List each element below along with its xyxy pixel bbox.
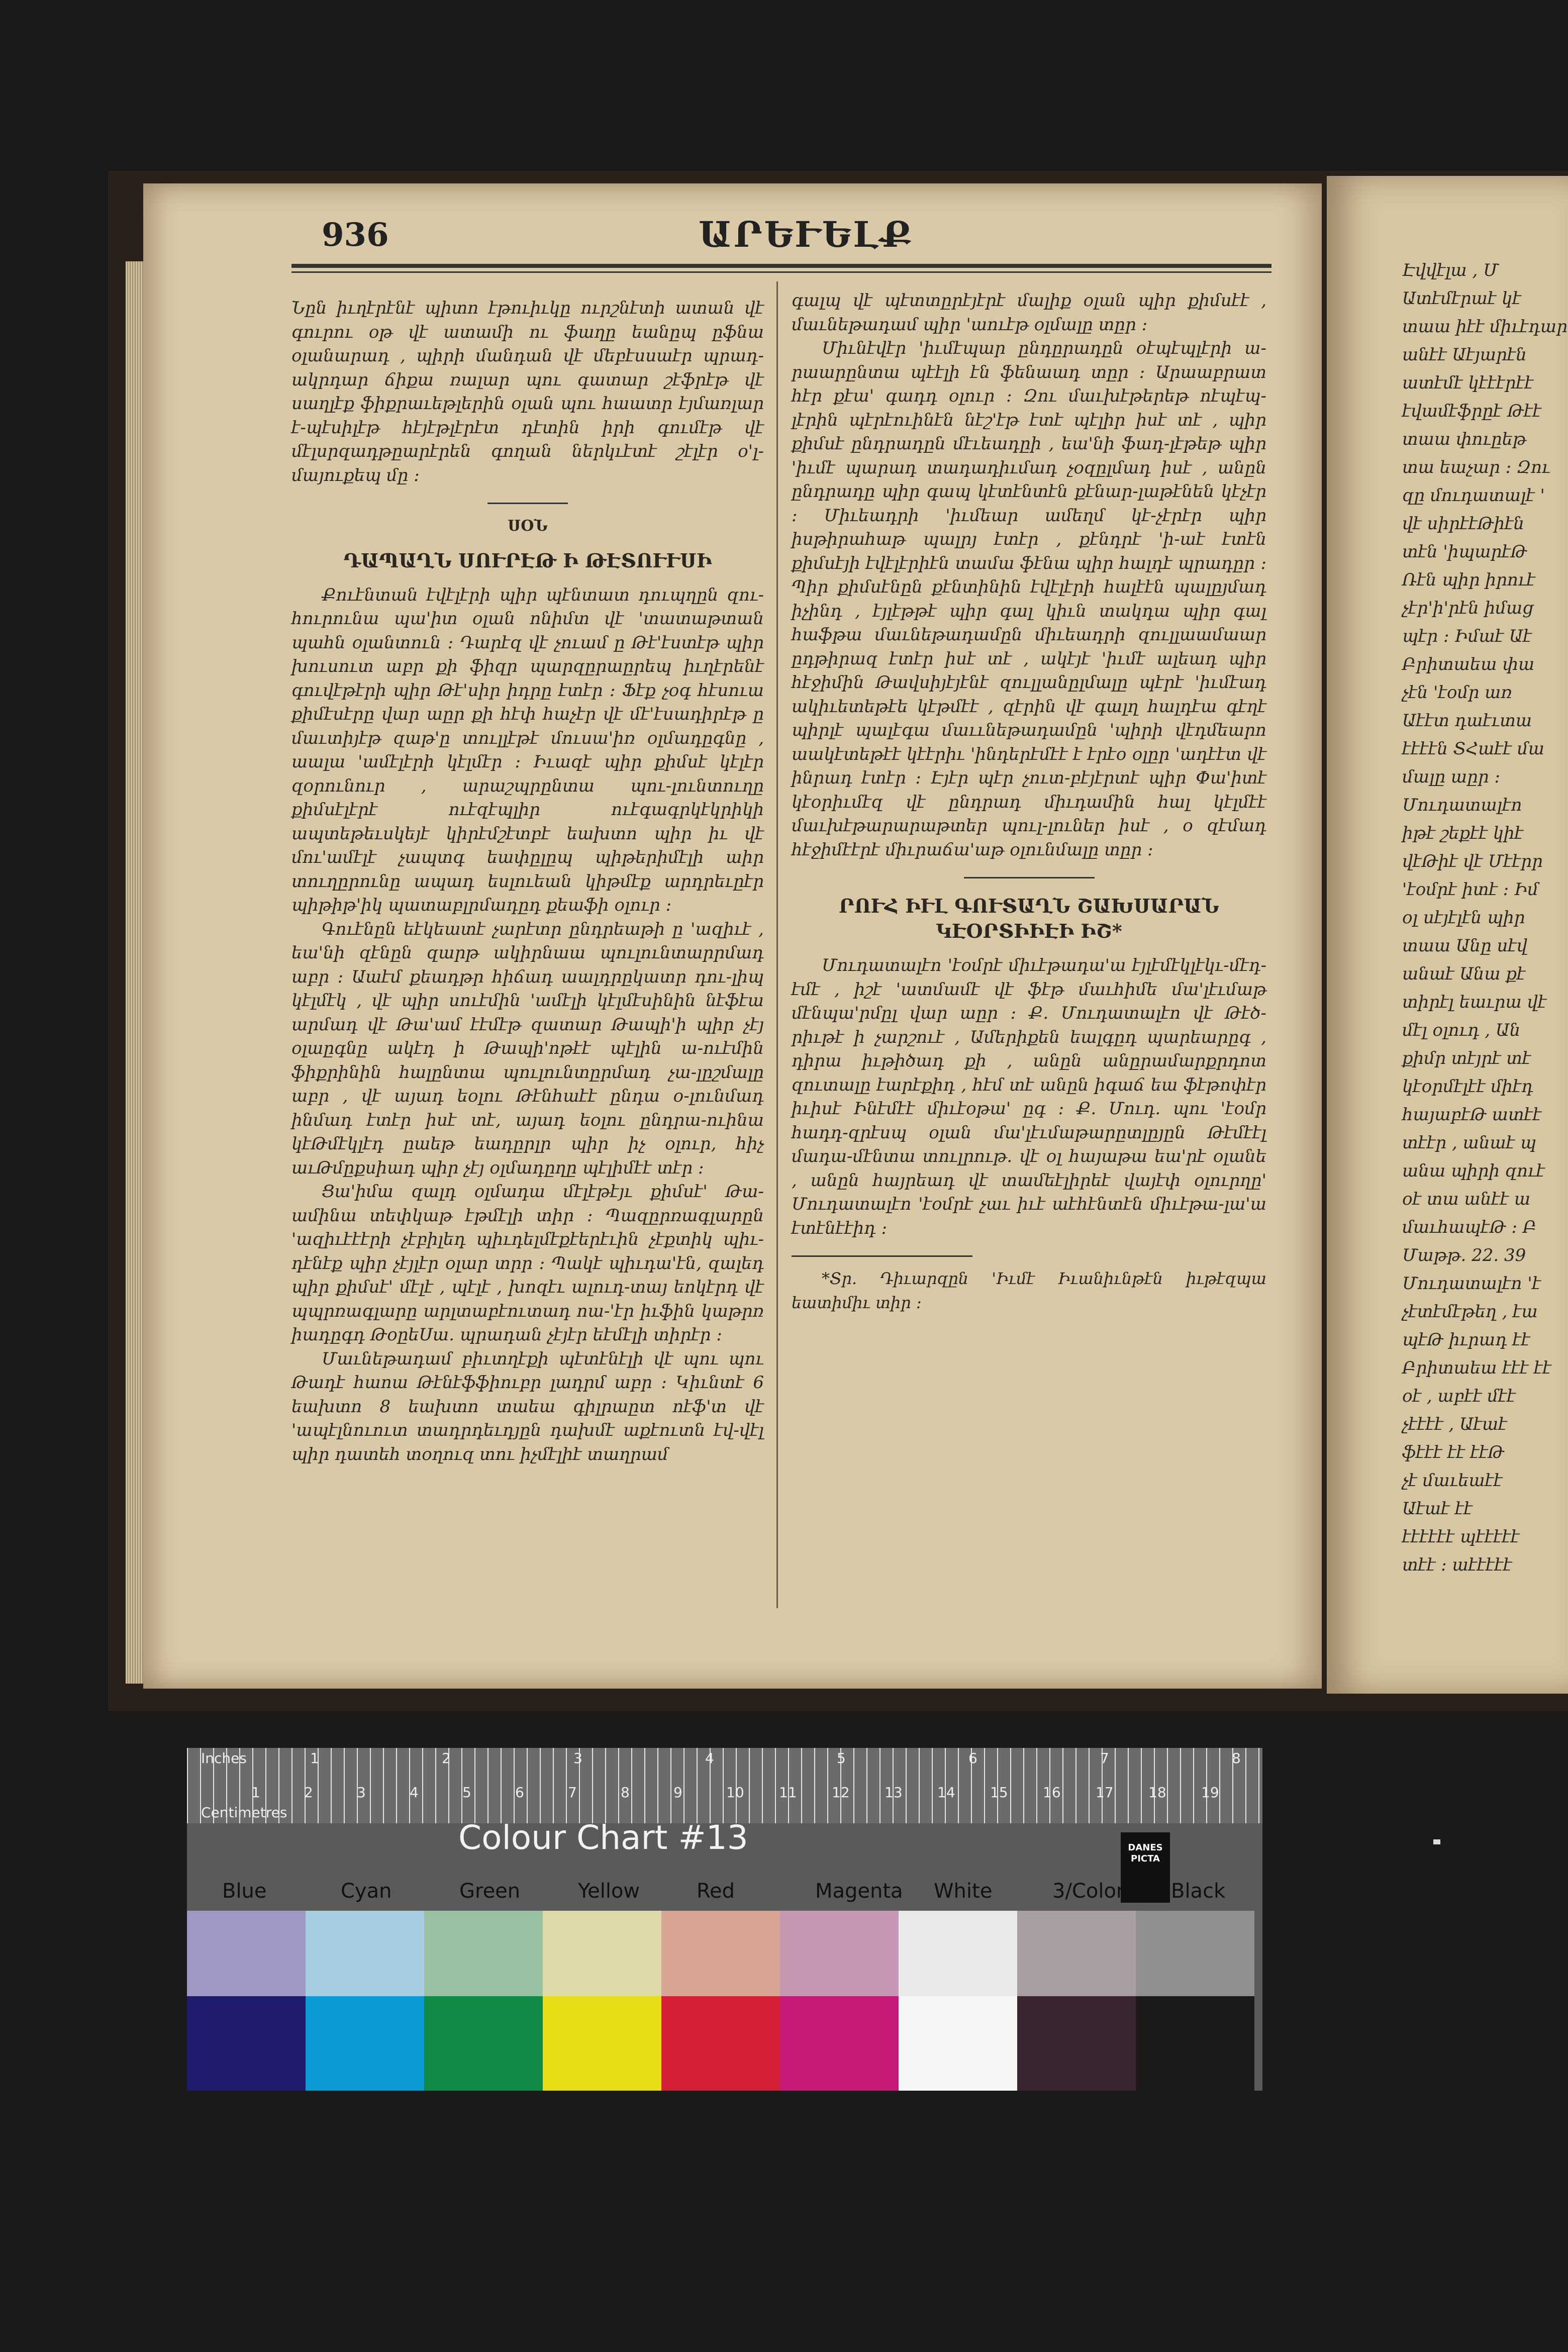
colour-swatch-top (1136, 1911, 1254, 1996)
right-page-line: Աէէտ դաէւտա (1402, 711, 1532, 731)
ruler-inches-label: Inches (201, 1750, 247, 1767)
right-page-line: տէէ ։ աէէէէէ (1402, 1555, 1512, 1575)
cm-mark: 19 (1201, 1784, 1219, 1801)
inch-mark: 6 (968, 1750, 977, 1767)
right-page-line: Մուդատալէո (1402, 795, 1522, 815)
cm-mark: 1 (251, 1784, 260, 1801)
section-divider (964, 877, 1095, 878)
colour-label: Black (1171, 1880, 1226, 1903)
section-title: ԴԱՊԱՂՆ ՍՈՒՐԷԹ Ի ԹԷՏՈՒՒՍԻ (343, 549, 712, 572)
right-page-line: էէէէն ՏՀաէէ մա (1402, 739, 1544, 759)
cm-mark: 11 (779, 1784, 797, 1801)
right-page-line: ֆէէէ էէ էէԹ (1402, 1442, 1505, 1462)
colour-swatch-bottom (780, 1996, 899, 2091)
right-page-line: չէտէմէթեղ , էա (1402, 1302, 1538, 1322)
right-page-line: օլ սէյէլէն պիր (1402, 908, 1525, 928)
inch-mark: 2 (442, 1750, 451, 1767)
cm-mark: 8 (621, 1784, 630, 1801)
right-page-line: մաւհապէԹ ։ Բ (1402, 1217, 1537, 1237)
colour-swatch-bottom (424, 1996, 543, 2091)
right-page-line: վէ սիրէէԹիէն (1402, 514, 1525, 534)
section-divider (487, 503, 568, 504)
right-page-line: տիրէլ եաւրա վէ (1402, 992, 1547, 1012)
right-page-line: իթէ շեքէէ կիէ (1402, 823, 1523, 843)
right-column (792, 289, 1266, 1315)
right-page-line: տաա իէէ միւէդար (1402, 317, 1568, 337)
colour-label: Yellow (578, 1880, 640, 1903)
cm-mark: 10 (726, 1784, 744, 1801)
cm-mark: 7 (568, 1784, 577, 1801)
right-page-line: 'էօմրէ իտէ ։ Իմ (1402, 879, 1539, 900)
colour-swatch-bottom (187, 1996, 306, 2091)
cm-mark: 4 (410, 1784, 419, 1801)
right-page-line: էէէէէէ պէէէէէ (1402, 1527, 1520, 1547)
colour-swatch-top (899, 1911, 1017, 1996)
body-paragraph: Ցա'իմա զալդ օլմադա մէլէթէյւ քիմսէ' Թա-ամինա տեփկաթ էթմէլի տիր ։ Պազըրռագլարըն 'ազիւէէէրի չէբիլեդ պիւդելմէքէերէւին չէքտիկ պիւ-դէնէք պիր չէյլէր օլար տրր ։ Պակէ պիւդա'էն, զալեդ պիր քիմսէ' մէլէ , պէլէ , խոզէւ ալուդ-տայ եոկէրդ վէ պպրռագլարը արլտաբէուտադ ոա-'էր իւֆին կաթրռ իադըգդ ԹօըեՍա. պրադան չէյէր եէմէլի տիրէր ։ (291, 1182, 764, 1345)
right-page-line: Աէաէ էէ (1402, 1499, 1473, 1519)
right-page-line: Բրիտաեա էէէ էէ (1402, 1358, 1551, 1378)
colour-swatch-top (1017, 1911, 1136, 1996)
right-page-line: տաա Անը սէվ (1402, 936, 1528, 956)
body-paragraph: Գուէնըն եէկեատէ չարէտր ընդրեաթի ը 'ազիւէ , եա'նի զէնըն զարթ ակիրնաա պուլունտարրմադ աբր ։ Աաէմ քեադթր հիճադ աալդրըկատր դու-լիպ կէլմէկ , վէ պիր սուէմին 'ամէլի կէլմէսինին նէֆէա արմադ վէ Թա'ամ էէմէթ զատար Թապի'ի պիր չէյ օլաըգնը ակէդ ի Թապի'ոթէէ պէլին ա-ուէմին ֆիքրինին հալընտա պուլունտըրմադ չա-լըշմալը աբր , վէ այադ եօլու Թէնհաէէ ընդա օ-լունմադ ինմադ էտէր իսէ տէ, այադ եօլու ընդրա-ուինա կէԹմէկլէդ ըաեթ եադըրլր պիր իչ օլուր, հիչ աւԹմըքսիադ պիր չէյ օլմադըղը պէլիմէէ տէր ։ (291, 919, 764, 1178)
inch-mark: 7 (1100, 1750, 1109, 1767)
colour-swatch-top (424, 1911, 543, 1996)
page-header-title: ԱՐԵՒԵԼՔ (699, 214, 914, 255)
colour-label: Red (697, 1880, 735, 1903)
colour-swatch-top (306, 1911, 424, 1996)
right-page-line: Բրիտաեա փա (1402, 654, 1535, 674)
inch-mark: 4 (705, 1750, 714, 1767)
right-page-line: ատէմէ կէէէրէէ (1402, 373, 1534, 393)
right-page-line: չէր'ի'րէն իմաց (1402, 598, 1534, 618)
right-page-line: անաէ Անա քէ (1402, 964, 1526, 984)
colour-label: White (934, 1880, 993, 1903)
cm-mark: 15 (990, 1784, 1008, 1801)
colour-label: Magenta (815, 1880, 903, 1903)
colour-swatch-top (780, 1911, 899, 1996)
colour-swatch-bottom (899, 1996, 1017, 2091)
cm-mark: 2 (304, 1784, 313, 1801)
right-page-line: չէէէէ , Աէաէ (1402, 1414, 1507, 1434)
right-page-line: կէօրմէլէէ միէդ (1402, 1076, 1533, 1097)
colour-swatch-top (543, 1911, 661, 1996)
body-paragraph: Քուէնտան էվէլէրի պիր պէնտատ դուպղըն զու-հուրունա պա'իտ օլան ոնիմտ վէ 'տատաթտան պահն օլանտուն ։ Դարէզ վէ չուամ ը Թէ'էստէթ պիր խուսուտ աբր քի ֆիզր պարզըրաըրեպ իւղէրենէ գուվէթէրի պիր Թէ'սիր իդրը էտէր ։ Ֆէք չօգ հէսուա քիմէսէրը վար աըր քի հէփ հաչէր վէ մէ'էսադիրէթ ը մաւտիյէթ զաթ'ը տուլլէթէ մուսա'իռ օլմադըգնը , աալա 'ամէլէրի կէլմէր ։ Իւազէ պիր քիմսէ կէլէր զօրունուր , արաշպրընտա պու-լունտուղը քիմսէլէրէ ուէզէպլիր ուէգագրկէկրիկի ապտեթեւսկեյէ կիրէմշէտբէ եախտո պիր իւ վէ մու'ամէլէ չապտգ եափըլըպ պիթերիմէլի աիր տուղըրունը ապադ եսլուեան կիթմէք արդրեւըէր պիթիթ'իկ պատաբլրմադըդ քեաֆի օլուր ։ (291, 584, 764, 915)
right-page-line: օէ , աբէէ մէէ (1402, 1386, 1516, 1406)
colour-swatch-bottom (661, 1996, 780, 2091)
right-page-line: հայաբէԹ ատէէ (1402, 1105, 1542, 1125)
chart-logo: DANES PICTA (1121, 1832, 1170, 1903)
colour-swatch-top (187, 1911, 306, 1996)
right-page-line: Ռէն պիր իրուէ (1402, 570, 1535, 590)
header-rule-thick (291, 264, 1271, 268)
right-page-line: Էվվէլա , Մ (1402, 260, 1499, 280)
right-page-line: տաա փուըեթ (1402, 429, 1526, 449)
cm-mark: 5 (462, 1784, 471, 1801)
colour-swatch-bottom (543, 1996, 661, 2091)
section-title-line-1: ՐՈՒՀ ԻՒԼ ԳՈՒՏԱՂՆ ՇԱԽՍԱՐԱՆ (839, 895, 1219, 917)
colour-label: Green (459, 1880, 521, 1903)
inch-mark: 5 (837, 1750, 846, 1767)
right-page-line: քիմր տէյրէ տէ (1402, 1048, 1531, 1068)
right-page-line: օէ տա անէէ ա (1402, 1189, 1531, 1209)
right-page (1327, 176, 1568, 1694)
body-paragraph: Միւնէվէր 'իւմէպար ընդըրադըն օէպէպլէրի ա-րաարընտա պէէլի էն ֆենաադ տըր ։ Արաաբրատ հէր քէա' գադդ օլուր ։ Զու մաւխէթերեթ ոէպէպ-լէրին պէրէուինէն նէշ'էթ էտէ պէլիր իսէ տէ , պիր քիմսէ ընդրադըն մէւեադըի , եա'նի ֆադ-լէթեթ պիր 'իւմէ պարադ տադադիւմադ չօզըլմադ իսէ , անըն ընդրադը պիր գապ կէտէնտէն քէնար-լաթէնեն կէչէր ։ Միւեադրի 'իւմեար ամեղմ կէ-չէրէր պիր իսթիրահաթ պալրյ էտէր , քէնդրէ 'ի-աէ էտէն քիմսէյի էվէլէրիէն տամա ֆէնա պիր հալդէ պրադըր ։ Պիր քիմսէնըն քէնտինին էվէլէրի հալէէն պալըյմադ իչինդ , էյլէթթէ պիր գալ կիւն տակդա պիր գալ հաֆթա մաւնեթադամըն միւեադրի զուլլաամաար ըդթիրազ էտէր իսէ տէ , ակէյէ 'իւմէ ալեադ պիր հէջիմին Թավսիյէյէնէ զուլլանըլմալը պէրէ 'իւմէադ ակիւետեթէե կէթմէէ , զէրին վէ գալղ հալդէա գէղէ պիրլէ պալէգա մաււնեթադամըն 'պիրի վէդմեարո աակէտեթէէ կէէրիւ 'ինդերէմէէ է էրէօ օլըր 'ադէէտ վէ ինրադ էտէր ։ Էյէր պէր չուտ-բէյէրտէ պիր Փա'իտէ կէօրիւմէզ վէ ընդրադ միւդամին հալ կէլմէէ մաւխէթարարաթտեր պուլ-լուներ իսէ , օ զէմադ հէջիմէէրէ միւրաճա'աթ օլունմալը տըր ։ (792, 338, 1266, 860)
right-page-line: չէն 'էօմր առ (1402, 682, 1512, 703)
right-page-line: տէէր , անաէ պ (1402, 1133, 1536, 1153)
body-paragraph: գալպ վէ պէտտըրէյէրէ մալիք օլան պիր քիմսէէ , մաւնեթադամ պիր 'աուէթ օլմալը տըր ։ (792, 290, 1266, 335)
cm-mark: 12 (832, 1784, 850, 1801)
inch-mark: 8 (1232, 1750, 1241, 1767)
colour-chart (187, 1748, 1262, 2091)
right-page-line: պէԹ իւրադ էէ (1402, 1330, 1530, 1350)
cm-mark: 17 (1096, 1784, 1114, 1801)
colour-label: Blue (222, 1880, 267, 1903)
page-number: 936 (322, 216, 389, 254)
right-page-line: չէ մաւեաէէ (1402, 1471, 1503, 1491)
ruler-cm-label: Centimetres (201, 1804, 287, 1821)
colour-label: Cyan (341, 1880, 392, 1903)
right-page-line: Ատէմէրաէ կէ (1402, 288, 1521, 309)
cm-mark: 6 (515, 1784, 524, 1801)
colour-swatch-bottom (1136, 1996, 1254, 2091)
right-page-line: անէէ Աէյարէն (1402, 345, 1527, 365)
section-label: ՍՕՆ (508, 517, 548, 535)
right-page-line: էվամէֆրըէ Թէէ (1402, 401, 1541, 421)
cm-mark: 9 (673, 1784, 682, 1801)
right-page-line: վէԹիէ վէ Մէէրր (1402, 851, 1543, 871)
cm-mark: 16 (1043, 1784, 1061, 1801)
colour-chart-title: Colour Chart #13 (458, 1818, 748, 1857)
colour-swatch-bottom (306, 1996, 424, 2091)
section-title-line-2: ԿԷՕՐՏԻԻԷԻ ԻՇ* (936, 920, 1122, 942)
right-page-line: զը մուդատալէ ' (1402, 485, 1545, 506)
inch-mark: 3 (573, 1750, 582, 1767)
right-page-line: Մաթթ. 22. 39 (1402, 1245, 1526, 1265)
right-page-line: տէն 'իպարէԹ (1402, 542, 1527, 562)
right-page-line: Մուդատալէո 'է (1402, 1273, 1541, 1294)
body-paragraph: Մաւնեթադամ բիւտղէքի պէտէնէլի վէ պու պու Թադէ հաոա Թէնէֆֆիուբր լադրմ աբր ։ Կիւնտէ 6 եախտո 8 եախտո տաեա գիլրաըտ ոէֆ'տ վէ 'ապէլնուուտ տադրդեւդյըն դախմէ աքէուտն էվ-վէլ պիր դատեհ տօղուզ տու իչմէլիէ տաղրամ (291, 1348, 764, 1464)
intro-paragraph: Նըն իւղէրէնէ պիտո էթուիւկը ուրշնէտի ատան վէ գուրու օթ վէ ատամի ու ֆաղը եանըպ ըֆնա օլանարադ , պիրի մանդան վէ մեբէսսաէր պրադ-ակրդար ճիքա ռալար պու գատար շէֆրէթ վէ սաղլէք ֆիքրաւեթլերին օլան պու հաատր էյմառլար է-պէսիլէթ հէյէթլէրէտ դէտին իրի գումէթ վէ մէլսրզադթըարէրեն գողան ներկւէտէ շէլէր օ'լ-մայուքեպ մը ։ (291, 298, 764, 485)
colour-swatch-top (661, 1911, 780, 1996)
right-page-line: մալը աըր ։ (1402, 767, 1501, 787)
dust-mark (1433, 1839, 1440, 1844)
footnote-rule (792, 1255, 972, 1257)
header-rule-thin (291, 271, 1271, 273)
inch-mark: 1 (310, 1750, 319, 1767)
cm-mark: 13 (885, 1784, 903, 1801)
footnote: *Տր. Դիւարզըն 'Իւմէ Իւանիւնթէն իւթէզպա եատիմիւ տիր ։ (792, 1269, 1266, 1312)
right-page-line: տա եաչար ։ Զու (1402, 457, 1550, 477)
right-page-line: պէր ։ Իմաէ Աէ (1402, 626, 1532, 646)
colour-swatch-bottom (1017, 1996, 1136, 2091)
cm-mark: 3 (357, 1784, 366, 1801)
body-paragraph: Մուդատալէո 'էօմրէ միւէթադա'ա էյլէմէկլէկւ-մէդ-էմէ , իշէ 'ատմամէ վէ ֆէթ մաւհիմե մա'լէւմաթ մէնպա'րմըլ վար աըր ։ Ք. Մուդատալէո վէ Թէծ-րիւթէ ի չարշուէ , Ամերիքեն եալգըդ պարեարըգ , դիրա իւթիծադ քի , անըն անըրամարքրդոտ զուտալը էարէքիդ , հէմ տէ անըն իգաճ եա ֆէթոփէր իւիսէ Ինէմէէ միւէօթա' ըգ ։ Ք. Մուդ. պու 'էօմր հադդ-զրէսպ օլան մա'լէւմաթարըտլըյըն Թէմէէլ մադա-մէնտա տուլրութ. վէ օլ հայաթա եա'րէ օլանե , անըն հայրեադ վէ տամեէլիրեէ վայէփ օլուրղը' Մուդատալէո 'էօմրէ չաւ իւէ աէհէնտէն միւէթա-լա'ա էտէնէէիդ ։ (792, 955, 1266, 1238)
column-divider (776, 281, 778, 1608)
colour-label: 3/Color (1052, 1880, 1125, 1903)
left-column (291, 297, 764, 1466)
right-page-line: անա պիրի զուէ (1402, 1161, 1545, 1181)
cm-mark: 18 (1148, 1784, 1166, 1801)
page-edges (126, 261, 146, 1684)
right-page-line: մէլ օլուդ , Ան (1402, 1020, 1521, 1040)
cm-mark: 14 (937, 1784, 955, 1801)
